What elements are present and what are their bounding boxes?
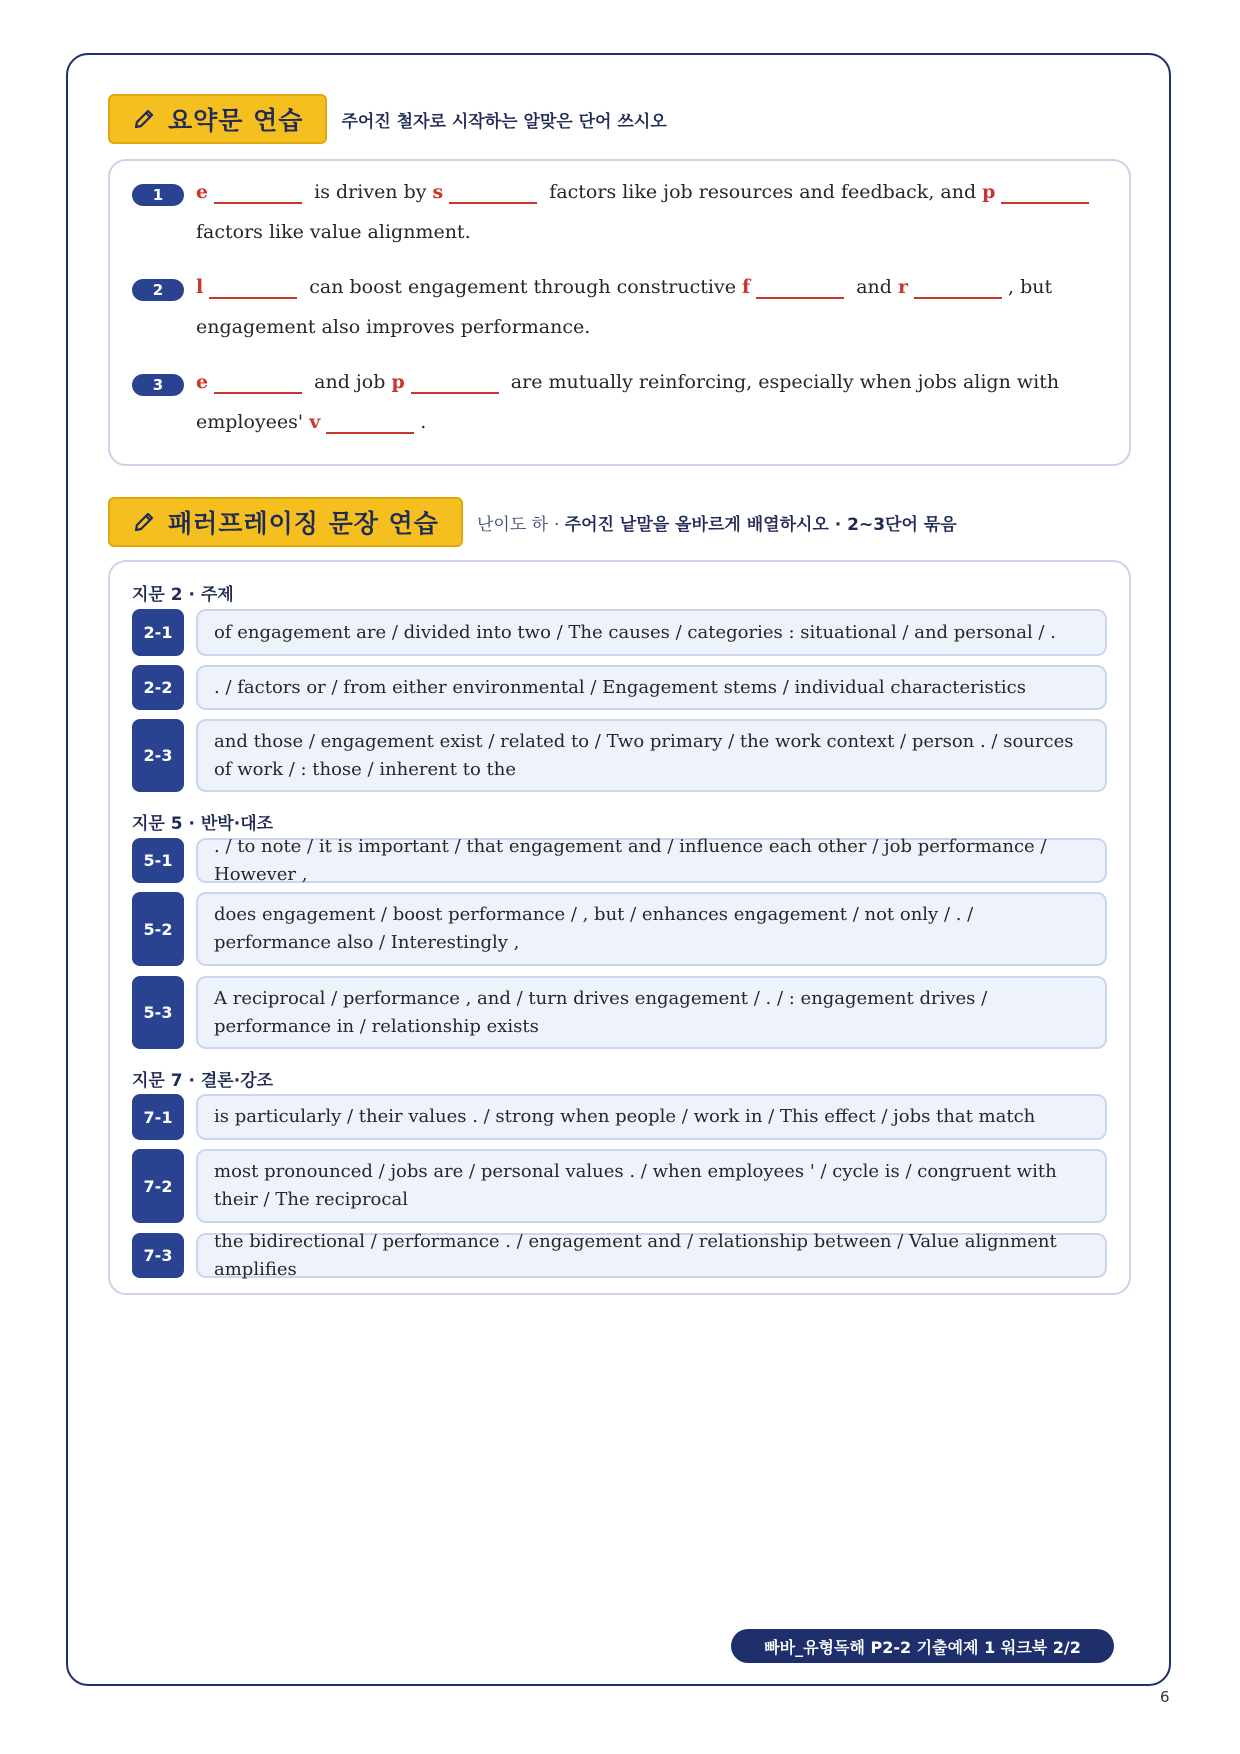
word-chunks: is particularly / their values . / strong when people / work in / This effect / jobs that match bbox=[196, 1094, 1107, 1140]
exercise-row bbox=[132, 665, 1107, 710]
summary-item bbox=[132, 172, 1103, 252]
exercise-number: 7-2 bbox=[132, 1149, 184, 1223]
answer-blank[interactable] bbox=[914, 273, 1002, 299]
summary-title-badge bbox=[108, 94, 327, 144]
exercise-row bbox=[132, 892, 1107, 966]
summary-title: 요약문 연습 bbox=[168, 106, 304, 135]
paraphrase-section-header: 패러프레이징 문장 연습 난이도 하 · 주어진 낱말을 올바르게 배열하시오 · 2~3단어 묶음 bbox=[108, 497, 957, 547]
word-chunks: . / factors or / from either environmental / Engagement stems / individual characteristics bbox=[196, 665, 1107, 710]
exercise-row bbox=[132, 609, 1107, 656]
summary-box bbox=[108, 159, 1131, 466]
summary-text: and job bbox=[314, 371, 386, 393]
exercise-number: 5-3 bbox=[132, 976, 184, 1049]
item-number: 2 bbox=[132, 279, 184, 301]
difficulty-label: 난이도 하 bbox=[476, 514, 549, 535]
initial-letter: e bbox=[196, 181, 209, 203]
word-chunks: A reciprocal / performance , and / turn drives engagement / . / : engagement drives / performance in / relationship exists bbox=[196, 976, 1107, 1049]
word-chunks: and those / engagement exist / related to / Two primary / the work context / person . / sources of work / : those / inherent to the bbox=[196, 719, 1107, 792]
initial-letter: f bbox=[742, 276, 751, 298]
summary-instruction: 주어진 철자로 시작하는 알맞은 단어 쓰시오 bbox=[341, 111, 667, 132]
word-chunks: the bidirectional / performance . / engagement and / relationship between / Value alignment amplifies bbox=[196, 1233, 1107, 1278]
word-chunks: of engagement are / divided into two / The causes / categories : situational / and personal / . bbox=[196, 609, 1107, 656]
passage-label: 지문 5 · 반박·대조 bbox=[132, 814, 274, 834]
exercise-number: 2-2 bbox=[132, 665, 184, 710]
answer-blank[interactable] bbox=[756, 273, 844, 299]
summary-text: factors like job resources and feedback, and bbox=[549, 181, 977, 203]
summary-text: are mutually reinforcing, especially when jobs align with employees' bbox=[196, 371, 1060, 433]
pencil-icon bbox=[132, 510, 156, 534]
answer-blank[interactable] bbox=[411, 368, 499, 394]
summary-text: and bbox=[856, 276, 892, 298]
item-number: 1 bbox=[132, 184, 184, 206]
summary-text: factors like value alignment. bbox=[196, 221, 471, 243]
summary-item bbox=[132, 362, 1103, 442]
paraphrase-title-badge bbox=[108, 497, 463, 547]
exercise-row bbox=[132, 835, 1107, 885]
answer-blank[interactable] bbox=[214, 178, 302, 204]
answer-blank[interactable] bbox=[449, 178, 537, 204]
page-number: 6 bbox=[1160, 1688, 1170, 1706]
summary-text: , but engagement also improves performance. bbox=[196, 276, 1053, 338]
exercise-row bbox=[132, 1230, 1107, 1280]
paraphrase-box bbox=[108, 560, 1131, 1295]
initial-letter: p bbox=[982, 181, 996, 203]
item-number: 3 bbox=[132, 374, 184, 396]
word-chunks: does engagement / boost performance / , but / enhances engagement / not only / . / performance also / Interestingly , bbox=[196, 892, 1107, 966]
summary-text: can boost engagement through constructive bbox=[309, 276, 736, 298]
answer-blank[interactable] bbox=[326, 408, 414, 434]
exercise-row bbox=[132, 976, 1107, 1049]
exercise-number: 5-1 bbox=[132, 838, 184, 883]
answer-blank[interactable] bbox=[1001, 178, 1089, 204]
summary-item bbox=[132, 267, 1103, 347]
summary-text: is driven by bbox=[314, 181, 427, 203]
exercise-number: 2-3 bbox=[132, 719, 184, 792]
paraphrase-instruction: 주어진 낱말을 올바르게 배열하시오 · 2~3단어 묶음 bbox=[564, 514, 957, 535]
pencil-icon bbox=[132, 107, 156, 131]
initial-letter: v bbox=[309, 411, 321, 433]
initial-letter: p bbox=[391, 371, 405, 393]
initial-letter: r bbox=[898, 276, 909, 298]
answer-blank[interactable] bbox=[214, 368, 302, 394]
exercise-number: 5-2 bbox=[132, 892, 184, 966]
exercise-number: 7-1 bbox=[132, 1094, 184, 1140]
exercise-row bbox=[132, 1094, 1107, 1140]
exercise-number: 2-1 bbox=[132, 609, 184, 656]
exercise-row bbox=[132, 1149, 1107, 1223]
initial-letter: l bbox=[196, 276, 204, 298]
answer-blank[interactable] bbox=[209, 273, 297, 299]
summary-section-header bbox=[108, 94, 667, 144]
initial-letter: s bbox=[432, 181, 444, 203]
workbook-footer: 빠바_유형독해 P2-2 기출예제 1 워크북 2/2 bbox=[731, 1629, 1114, 1663]
summary-text: . bbox=[420, 411, 427, 433]
initial-letter: e bbox=[196, 371, 209, 393]
word-chunks: most pronounced / jobs are / personal values . / when employees ' / cycle is / congruent with their / The reciprocal bbox=[196, 1149, 1107, 1223]
exercise-row bbox=[132, 719, 1107, 792]
passage-label: 지문 2 · 주제 bbox=[132, 585, 234, 605]
passage-label: 지문 7 · 결론·강조 bbox=[132, 1071, 274, 1091]
exercise-number: 7-3 bbox=[132, 1233, 184, 1278]
paraphrase-title: 패러프레이징 문장 연습 bbox=[168, 509, 439, 538]
word-chunks: . / to note / it is important / that engagement and / influence each other / job performance / However , bbox=[196, 838, 1107, 883]
